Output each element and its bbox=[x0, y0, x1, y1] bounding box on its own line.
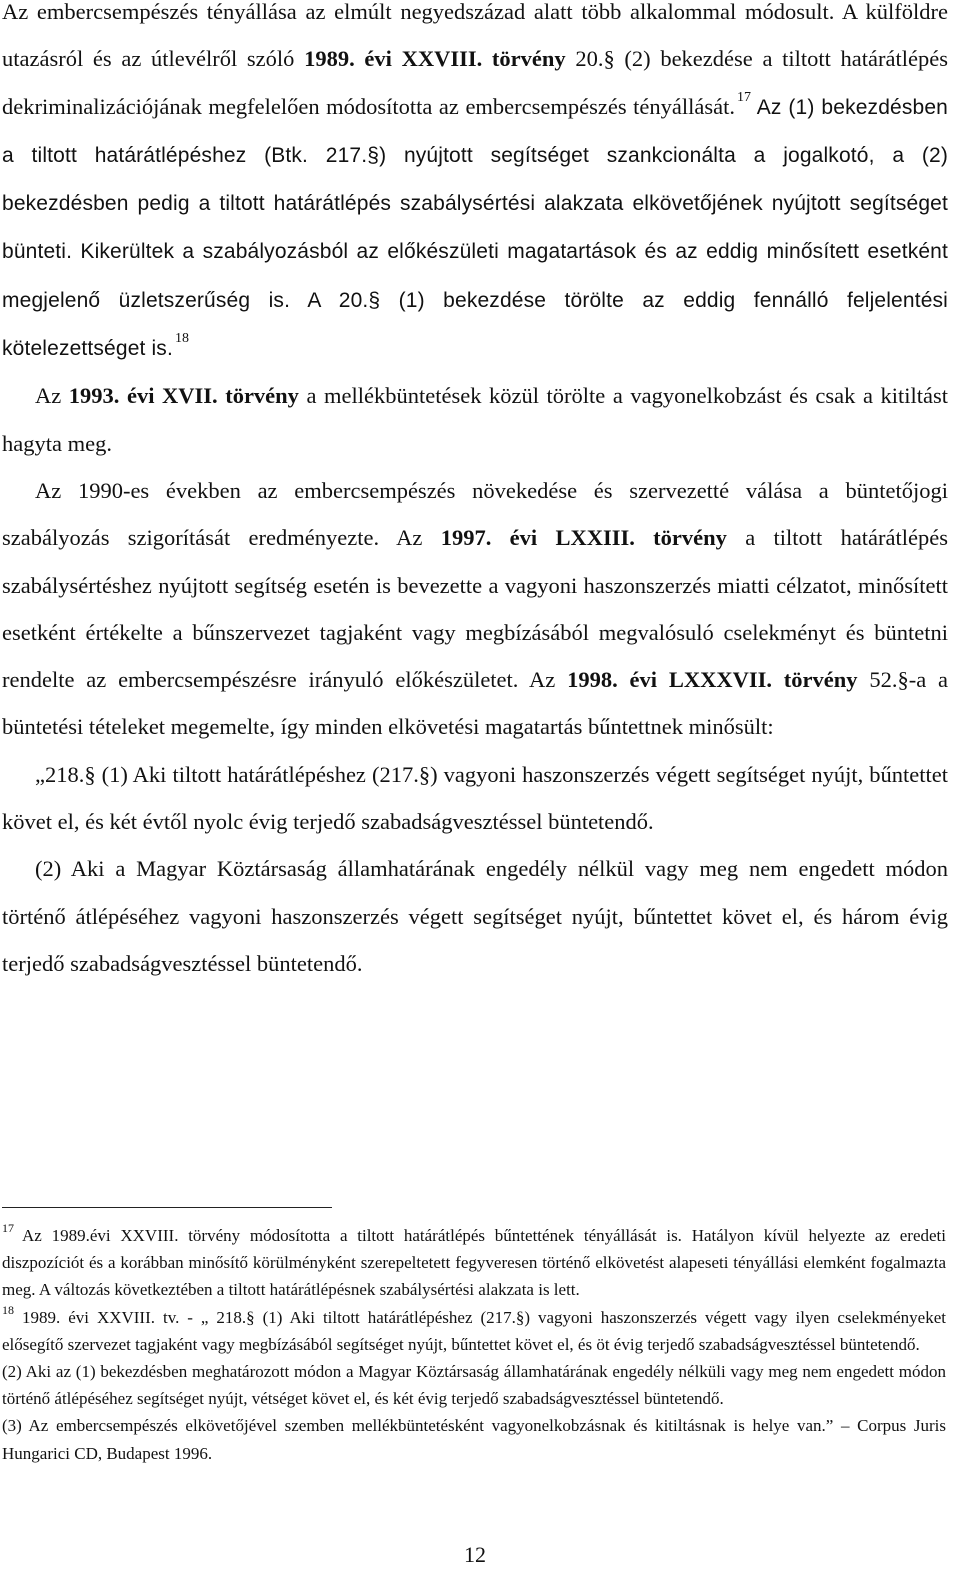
text-run: a mellékbüntetések közül törölte a vagyonelkobzást és csak a kitiltást hagyta meg. bbox=[2, 383, 948, 456]
text-run: 20.§ (2) bekezdése a tiltott határátlépés dekriminalizációjának megfelelően módosította az embercsempészés tényállását. bbox=[2, 46, 948, 119]
text-run: Az embercsempészés tényállása az elmúlt negyedszázad alatt több alkalommal módosult. A külföldre utazásról és az útlevélről szóló bbox=[2, 0, 948, 72]
footnote-ref-17[interactable]: 17 bbox=[736, 89, 751, 105]
footnote-number: 18 bbox=[2, 1302, 14, 1317]
law-reference: 1989. évi XXVIII. törvény bbox=[304, 46, 566, 72]
law-reference: 1993. évi XVII. törvény bbox=[68, 383, 299, 409]
footnote-18 bbox=[2, 1304, 946, 1358]
footnote-text: Az 1989.évi XXVIII. törvény módosította a tiltott határátlépés bűntettének tényállását is. Hatályon kívül helyezte az eredeti diszpozíciót és a korábban minősítő körülményként szerepeltetett fegyveresen történő elkövetést alapeseti tényállási elemként fogalmazta meg. A változás következtében a tiltott határátlépésnek szabálysértési alakzata is lett. bbox=[2, 1226, 946, 1300]
text-run: 52.§-a a büntetési tételeket megemelte, így minden elkövetési magatartás bűntettnek minősült: bbox=[2, 667, 949, 740]
page-number: 12 bbox=[464, 1542, 486, 1567]
footnote-text: 1989. évi XXVIII. tv. - „ 218.§ (1) Aki tiltott határátlépéshez (217.§) vagyoni haszonszerzés végett vagy ilyen cselekményeket elősegítő szervezet tagjaként vagy megbízásából segítséget nyújt, bűntettet követ el, és öt évig terjedő szabadságvesztéssel büntetendő. bbox=[2, 1307, 946, 1354]
body-text bbox=[2, 0, 948, 987]
law-reference: 1998. évi LXXXVII. törvény bbox=[567, 667, 858, 693]
text-run: Az (1) bekezdésben a tiltott határátlépéshez (Btk. 217.§) nyújtott segítséget szankcionálta a jogalkotó, a (2) bekezdésben pedig a tiltott határátlépés szabálysértési alakzata elkövetőjének nyújtott segítséget bünteti. bbox=[2, 95, 948, 264]
text-run: a tiltott határátlépés szabálysértéshez nyújtott segítség esetén is bevezette a vagyoni haszonszerzés miatti célzatot, minősített esetként értékelte a bűnszervezet tagjaként vagy megbízásából megvalósuló cselekményt és büntetni rendelte az embercsempészésre irányuló előkészületet. Az bbox=[2, 525, 949, 693]
text-run: Az bbox=[35, 383, 69, 409]
text-run: Az 1990-es években az embercsempészés növekedése és szervezetté válása a büntetőjogi szabályozás szigorítását eredményezte. Az bbox=[2, 477, 948, 551]
footnote-separator bbox=[2, 1207, 332, 1208]
law-reference: 1997. évi LXXIII. törvény bbox=[440, 525, 727, 551]
paragraph-amendments-1989 bbox=[2, 0, 948, 372]
footnote-18-paragraph-3: (3) Az embercsempészés elkövetőjével szemben mellékbüntetésként vagyonelkobzásnak és kitiltásnak is helye van.” – Corpus Juris Hungarici CD, Budapest 1996. bbox=[2, 1416, 946, 1463]
footnote-ref-18[interactable]: 18 bbox=[174, 331, 189, 347]
footnote-17 bbox=[2, 1222, 946, 1304]
quote-section-218-2: (2) Aki a Magyar Köztársaság államhatárának engedély nélkül vagy meg nem engedett módon történő átlépéséhez vagyoni haszonszerzés végett segítséget nyújt, bűntettet követ el, és három évig terjedő szabadságvesztéssel büntetendő. bbox=[2, 856, 948, 976]
quote-section-218-1: „218.§ (1) Aki tiltott határátlépéshez (217.§) vagyoni haszonszerzés végett segítséget nyújt, bűntettet követ el, és két évtől nyolc évig terjedő szabadságvesztéssel büntetendő. bbox=[2, 761, 948, 835]
footnote-number: 17 bbox=[2, 1221, 14, 1235]
paragraph-amendment-1993 bbox=[2, 372, 948, 467]
footnotes bbox=[2, 1222, 946, 1467]
footnote-18-paragraph-2: (2) Aki az (1) bekezdésben meghatározott módon a Magyar Köztársaság államhatárának engedély nélküli vagy meg nem engedett módon történő átlépéséhez segítséget nyújt, vétséget követ el, és két évig terjedő szabadságvesztéssel büntetendő. bbox=[2, 1362, 946, 1409]
text-run: Kikerültek a szabályozásból az előkészületi magatartások és az eddig minősített esetként megjelenő üzletszerűség is. A 20.§ (1) bekezdése törölte az eddig fennálló feljelentési kötelezettséget is. bbox=[2, 240, 948, 361]
paragraph-amendments-1997-1998 bbox=[2, 467, 948, 751]
